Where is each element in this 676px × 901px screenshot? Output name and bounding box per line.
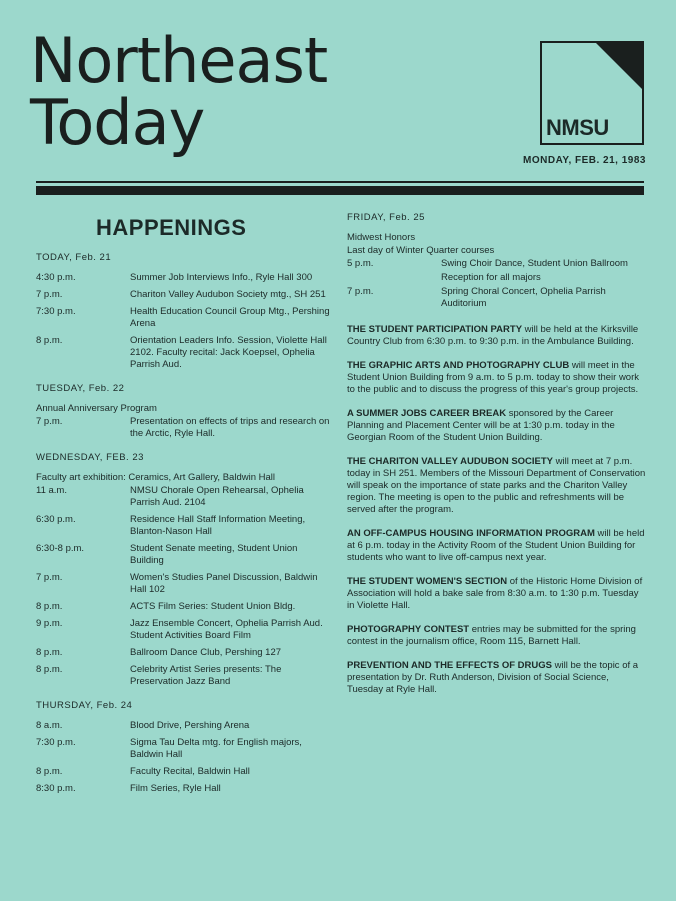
event-time: 11 a.m. <box>36 485 67 496</box>
announcement-lead: PREVENTION AND THE EFFECTS OF DRUGS <box>347 660 552 671</box>
announcement-body: will be held at 6 p.m. today in the Activity Room of the Student Union Building for students who want to live off-campus next year. <box>347 528 645 563</box>
event-description: Sigma Tau Delta mtg. for English majors, Baldwin Hall <box>130 737 302 760</box>
event-time: 7 p.m. <box>36 416 63 427</box>
event-description: Faculty Recital, Baldwin Hall <box>130 766 250 777</box>
nmsu-logo <box>540 41 644 145</box>
announcement-paragraph <box>347 624 647 648</box>
event-row <box>36 783 330 795</box>
event-time: 7 p.m. <box>347 286 374 297</box>
announcement-lead: THE STUDENT WOMEN'S SECTION <box>347 576 508 587</box>
event-time: 8:30 p.m. <box>36 783 76 794</box>
event-row <box>36 720 330 732</box>
announcement-paragraph <box>347 528 647 564</box>
right-column <box>347 212 647 708</box>
event-row <box>347 272 647 284</box>
day-list <box>36 252 330 795</box>
header-rule-thick <box>36 186 644 195</box>
announcement-list <box>347 324 647 696</box>
header-rule-thin <box>36 181 644 183</box>
event-description: Residence Hall Staff Information Meeting, Blanton-Nason Hall <box>130 514 306 537</box>
issue-date: MONDAY, FEB. 21, 1983 <box>523 155 646 166</box>
event-description: Celebrity Artist Series presents: The Preservation Jazz Band <box>130 664 282 687</box>
event-row <box>36 514 330 538</box>
event-row <box>36 289 330 301</box>
event-time: 4:30 p.m. <box>36 272 76 283</box>
event-description: Jazz Ensemble Concert, Ophelia Parrish Aud. Student Activities Board Film <box>130 618 323 641</box>
event-time: 8 p.m. <box>36 647 63 658</box>
event-time: 8 p.m. <box>36 664 63 675</box>
masthead-line-1: Northeast <box>30 24 328 97</box>
event-description: Ballroom Dance Club, Pershing 127 <box>130 647 282 658</box>
announcement-lead: AN OFF-CAMPUS HOUSING INFORMATION PROGRAM <box>347 528 595 539</box>
event-description: Swing Choir Dance, Student Union Ballroom <box>441 258 628 269</box>
day-heading: WEDNESDAY, FEB. 23 <box>36 452 144 463</box>
event-row <box>36 601 330 613</box>
announcement-body: will meet in the Student Union Building from 9 a.m. to 5 p.m. today to show their work to the public and to discuss the progress of this year's group projects. <box>347 360 640 395</box>
announcement-lead: THE CHARITON VALLEY AUDUBON SOCIETY <box>347 456 554 467</box>
event-time: 9 p.m. <box>36 618 63 629</box>
event-description: Film Series, Ryle Hall <box>130 783 221 794</box>
event-time: 7 p.m. <box>36 289 63 300</box>
event-description: Health Education Council Group Mtg., Pershing Arena <box>130 306 330 329</box>
event-description: NMSU Chorale Open Rehearsal, Ophelia Parrish Aud. 2104 <box>130 485 304 508</box>
announcement-paragraph <box>347 360 647 396</box>
event-description: Orientation Leaders Info. Session, Violette Hall 2102. Faculty recital: Jack Koepsel, Ophelia Parrish Aud. <box>130 335 327 370</box>
event-row <box>36 543 330 567</box>
event-description: Summer Job Interviews Info., Ryle Hall 300 <box>130 272 313 283</box>
event-description: Women's Studies Panel Discussion, Baldwin Hall 102 <box>130 572 318 595</box>
event-time: 6:30 p.m. <box>36 514 76 525</box>
event-time: 7:30 p.m. <box>36 737 76 748</box>
event-row <box>36 272 330 284</box>
announcement-lead: PHOTOGRAPHY CONTEST <box>347 624 470 635</box>
event-note: Faculty art exhibition: Ceramics, Art Gallery, Baldwin Hall <box>36 472 275 483</box>
event-row <box>36 737 330 761</box>
event-row <box>36 572 330 596</box>
announcement-body: will meet at 7 p.m. today in SH 251. Members of the Missouri Department of Conservation will speak on the importance of state parks and the Chariton Valley region. The meeting is open to the public and refreshments will be served after the program. <box>347 456 646 515</box>
day-heading: FRIDAY, Feb. 25 <box>347 212 425 223</box>
day-heading: TUESDAY, Feb. 22 <box>36 383 125 394</box>
announcement-body: of the Historic Home Division of Association will hold a bake sale from 8:30 a.m. to 1:30 p.m. Tuesday in Violette Hall. <box>347 576 643 611</box>
logo-text: NMSU <box>546 115 609 140</box>
event-note: Midwest Honors <box>347 232 416 243</box>
event-row <box>36 306 330 330</box>
announcement-paragraph <box>347 408 647 444</box>
event-time: 8 a.m. <box>36 720 63 731</box>
event-time: 6:30-8 p.m. <box>36 543 85 554</box>
day-heading: THURSDAY, Feb. 24 <box>36 700 133 711</box>
event-description: Spring Choral Concert, Ophelia Parrish Auditorium <box>441 286 606 309</box>
day-heading: TODAY, Feb. 21 <box>36 252 112 263</box>
announcement-lead: THE GRAPHIC ARTS AND PHOTOGRAPHY CLUB <box>347 360 570 371</box>
event-row <box>36 416 330 440</box>
event-note: Annual Anniversary Program <box>36 403 157 414</box>
event-description: Presentation on effects of trips and research on the Arctic, Ryle Hall. <box>130 416 330 439</box>
announcement-paragraph <box>347 660 647 696</box>
event-row <box>36 485 330 509</box>
event-row <box>36 664 330 688</box>
announcement-paragraph <box>347 576 647 612</box>
event-description: Reception for all majors <box>441 272 541 283</box>
section-title: HAPPENINGS <box>96 215 247 240</box>
event-description: Chariton Valley Audubon Society mtg., SH 251 <box>130 289 326 300</box>
event-time: 8 p.m. <box>36 335 63 346</box>
event-row <box>347 258 647 270</box>
masthead <box>30 24 328 159</box>
right-event-list <box>347 258 647 310</box>
announcement-body: sponsored by the Career Planning and Placement Center will be at 1:30 p.m. today in the Georgian Room of the Student Union Building. <box>347 408 615 443</box>
event-row <box>347 286 647 310</box>
event-time <box>347 272 441 284</box>
announcement-body: entries may be submitted for the spring contest in the journalism office, Room 115, Barnett Hall. <box>347 624 636 647</box>
announcement-lead: THE STUDENT PARTICIPATION PARTY <box>347 324 523 335</box>
masthead-line-2: Today <box>30 86 205 159</box>
event-row <box>36 647 330 659</box>
announcement-paragraph <box>347 456 647 516</box>
announcement-body: will be the topic of a presentation by Dr. Ruth Anderson, Division of Social Science, Tuesday at Ryle Hall. <box>347 660 639 695</box>
left-column <box>36 215 330 800</box>
event-time: 8 p.m. <box>36 766 63 777</box>
announcement-lead: A SUMMER JOBS CAREER BREAK <box>347 408 507 419</box>
right-plain-lines <box>347 232 647 257</box>
event-time: 7 p.m. <box>36 572 63 583</box>
event-description: ACTS Film Series: Student Union Bldg. <box>130 601 296 612</box>
event-row <box>36 335 330 371</box>
event-time: 8 p.m. <box>36 601 63 612</box>
event-row <box>36 618 330 642</box>
event-description: Blood Drive, Pershing Arena <box>130 720 250 731</box>
announcement-body: will be held at the Kirksville Country Club from 6:30 p.m. to 9:30 p.m. in the Ambulance Building. <box>347 324 639 347</box>
event-description: Student Senate meeting, Student Union Building <box>130 543 298 566</box>
event-time: 5 p.m. <box>347 258 374 269</box>
event-row <box>36 766 330 778</box>
event-time: 7:30 p.m. <box>36 306 76 317</box>
announcement-paragraph <box>347 324 647 348</box>
event-note: Last day of Winter Quarter courses <box>347 245 495 256</box>
